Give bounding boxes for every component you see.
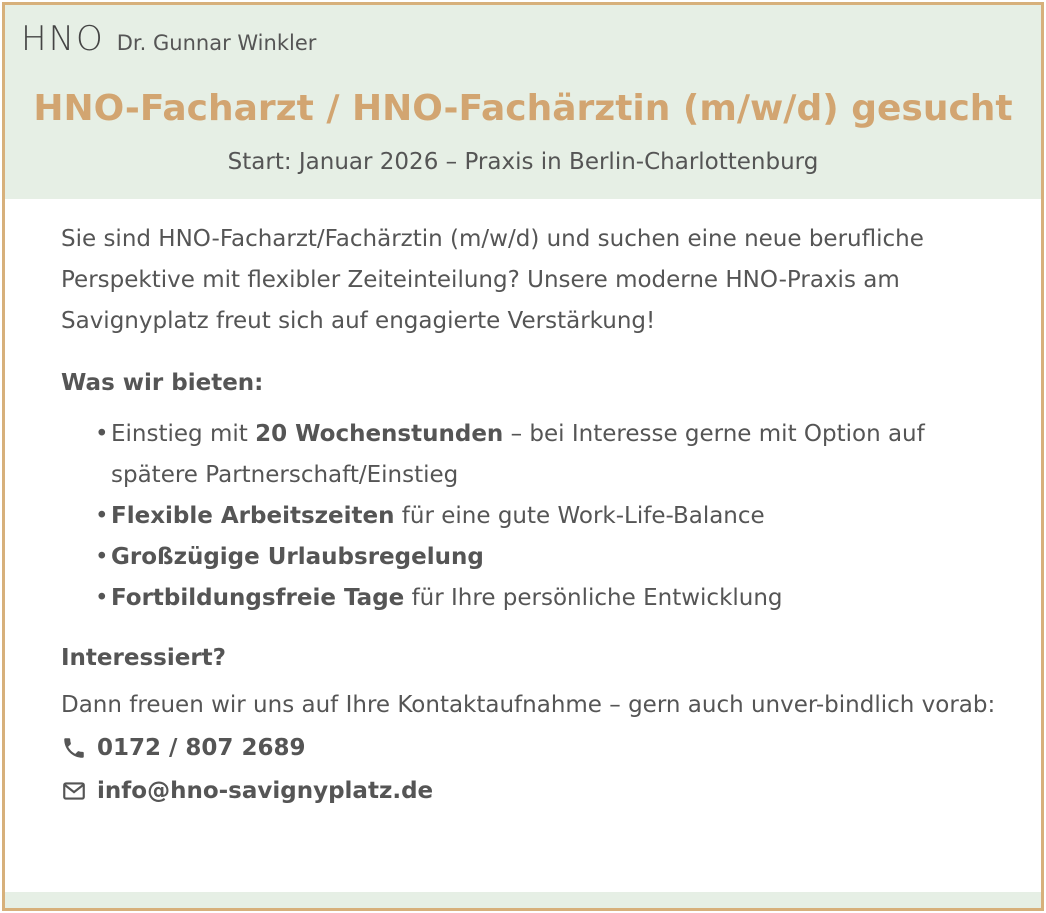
phone-row[interactable] [61,726,1001,769]
email-row[interactable] [61,769,1001,812]
bullet-icon: • [95,544,109,570]
offer-heading: Was wir bieten: [61,370,264,396]
benefit-text-bold: Fortbildungsfreie Tage [111,585,405,611]
contact-heading: Interessiert? [61,645,227,671]
benefit-item [95,537,1001,578]
benefit-text-post: für eine gute Work-Life-Balance [394,503,765,529]
job-ad-card [2,2,1044,911]
contact-text: Dann freuen wir uns auf Ihre Kontaktaufnahme – gern auch unver-bindlich vorab: [61,692,996,718]
page-title: HNO-Facharzt / HNO-Fachärztin (m/w/d) gesucht [33,88,1013,129]
benefit-text-post: – bei Interesse gerne mit Option auf spätere Partnerschaft/Einstieg [111,421,925,488]
benefit-item [95,578,1001,619]
phone-icon [61,735,87,761]
benefit-text-post: für Ihre persönliche Entwicklung [404,585,783,611]
email-address[interactable]: info@hno-savignyplatz.de [97,777,434,804]
benefit-item [95,496,1001,537]
benefit-text-bold: Großzügige Urlaubsregelung [111,544,484,570]
intro-paragraph: Sie sind HNO-Facharzt/Fachärztin (m/w/d) und suchen eine neue berufliche Perspektive mit flexibler Zeiteinteilung? Unsere moderne HNO-Praxis am Savignyplatz freut sich auf engagierte Verstärkung! [61,226,924,334]
doctor-name: Dr. Gunnar Winkler [116,31,317,55]
bullet-icon: • [95,503,109,529]
benefit-item [95,414,1001,496]
benefit-text-pre: Einstieg mit [111,421,256,447]
bullet-icon: • [95,585,109,611]
main-content [61,219,1001,812]
phone-number[interactable]: 0172 / 807 2689 [97,734,306,761]
brand [21,19,316,59]
header-band [5,5,1041,199]
benefits-list [61,414,1001,619]
email-icon [61,778,87,804]
bullet-icon: • [95,421,109,447]
page-subtitle: Start: Januar 2026 – Praxis in Berlin-Charlottenburg [227,149,819,175]
benefit-text-bold: Flexible Arbeitszeiten [111,503,395,529]
benefit-text-bold: 20 Wochenstunden [255,421,504,447]
footer-band [5,892,1041,908]
brand-logo: HNO [21,19,105,59]
